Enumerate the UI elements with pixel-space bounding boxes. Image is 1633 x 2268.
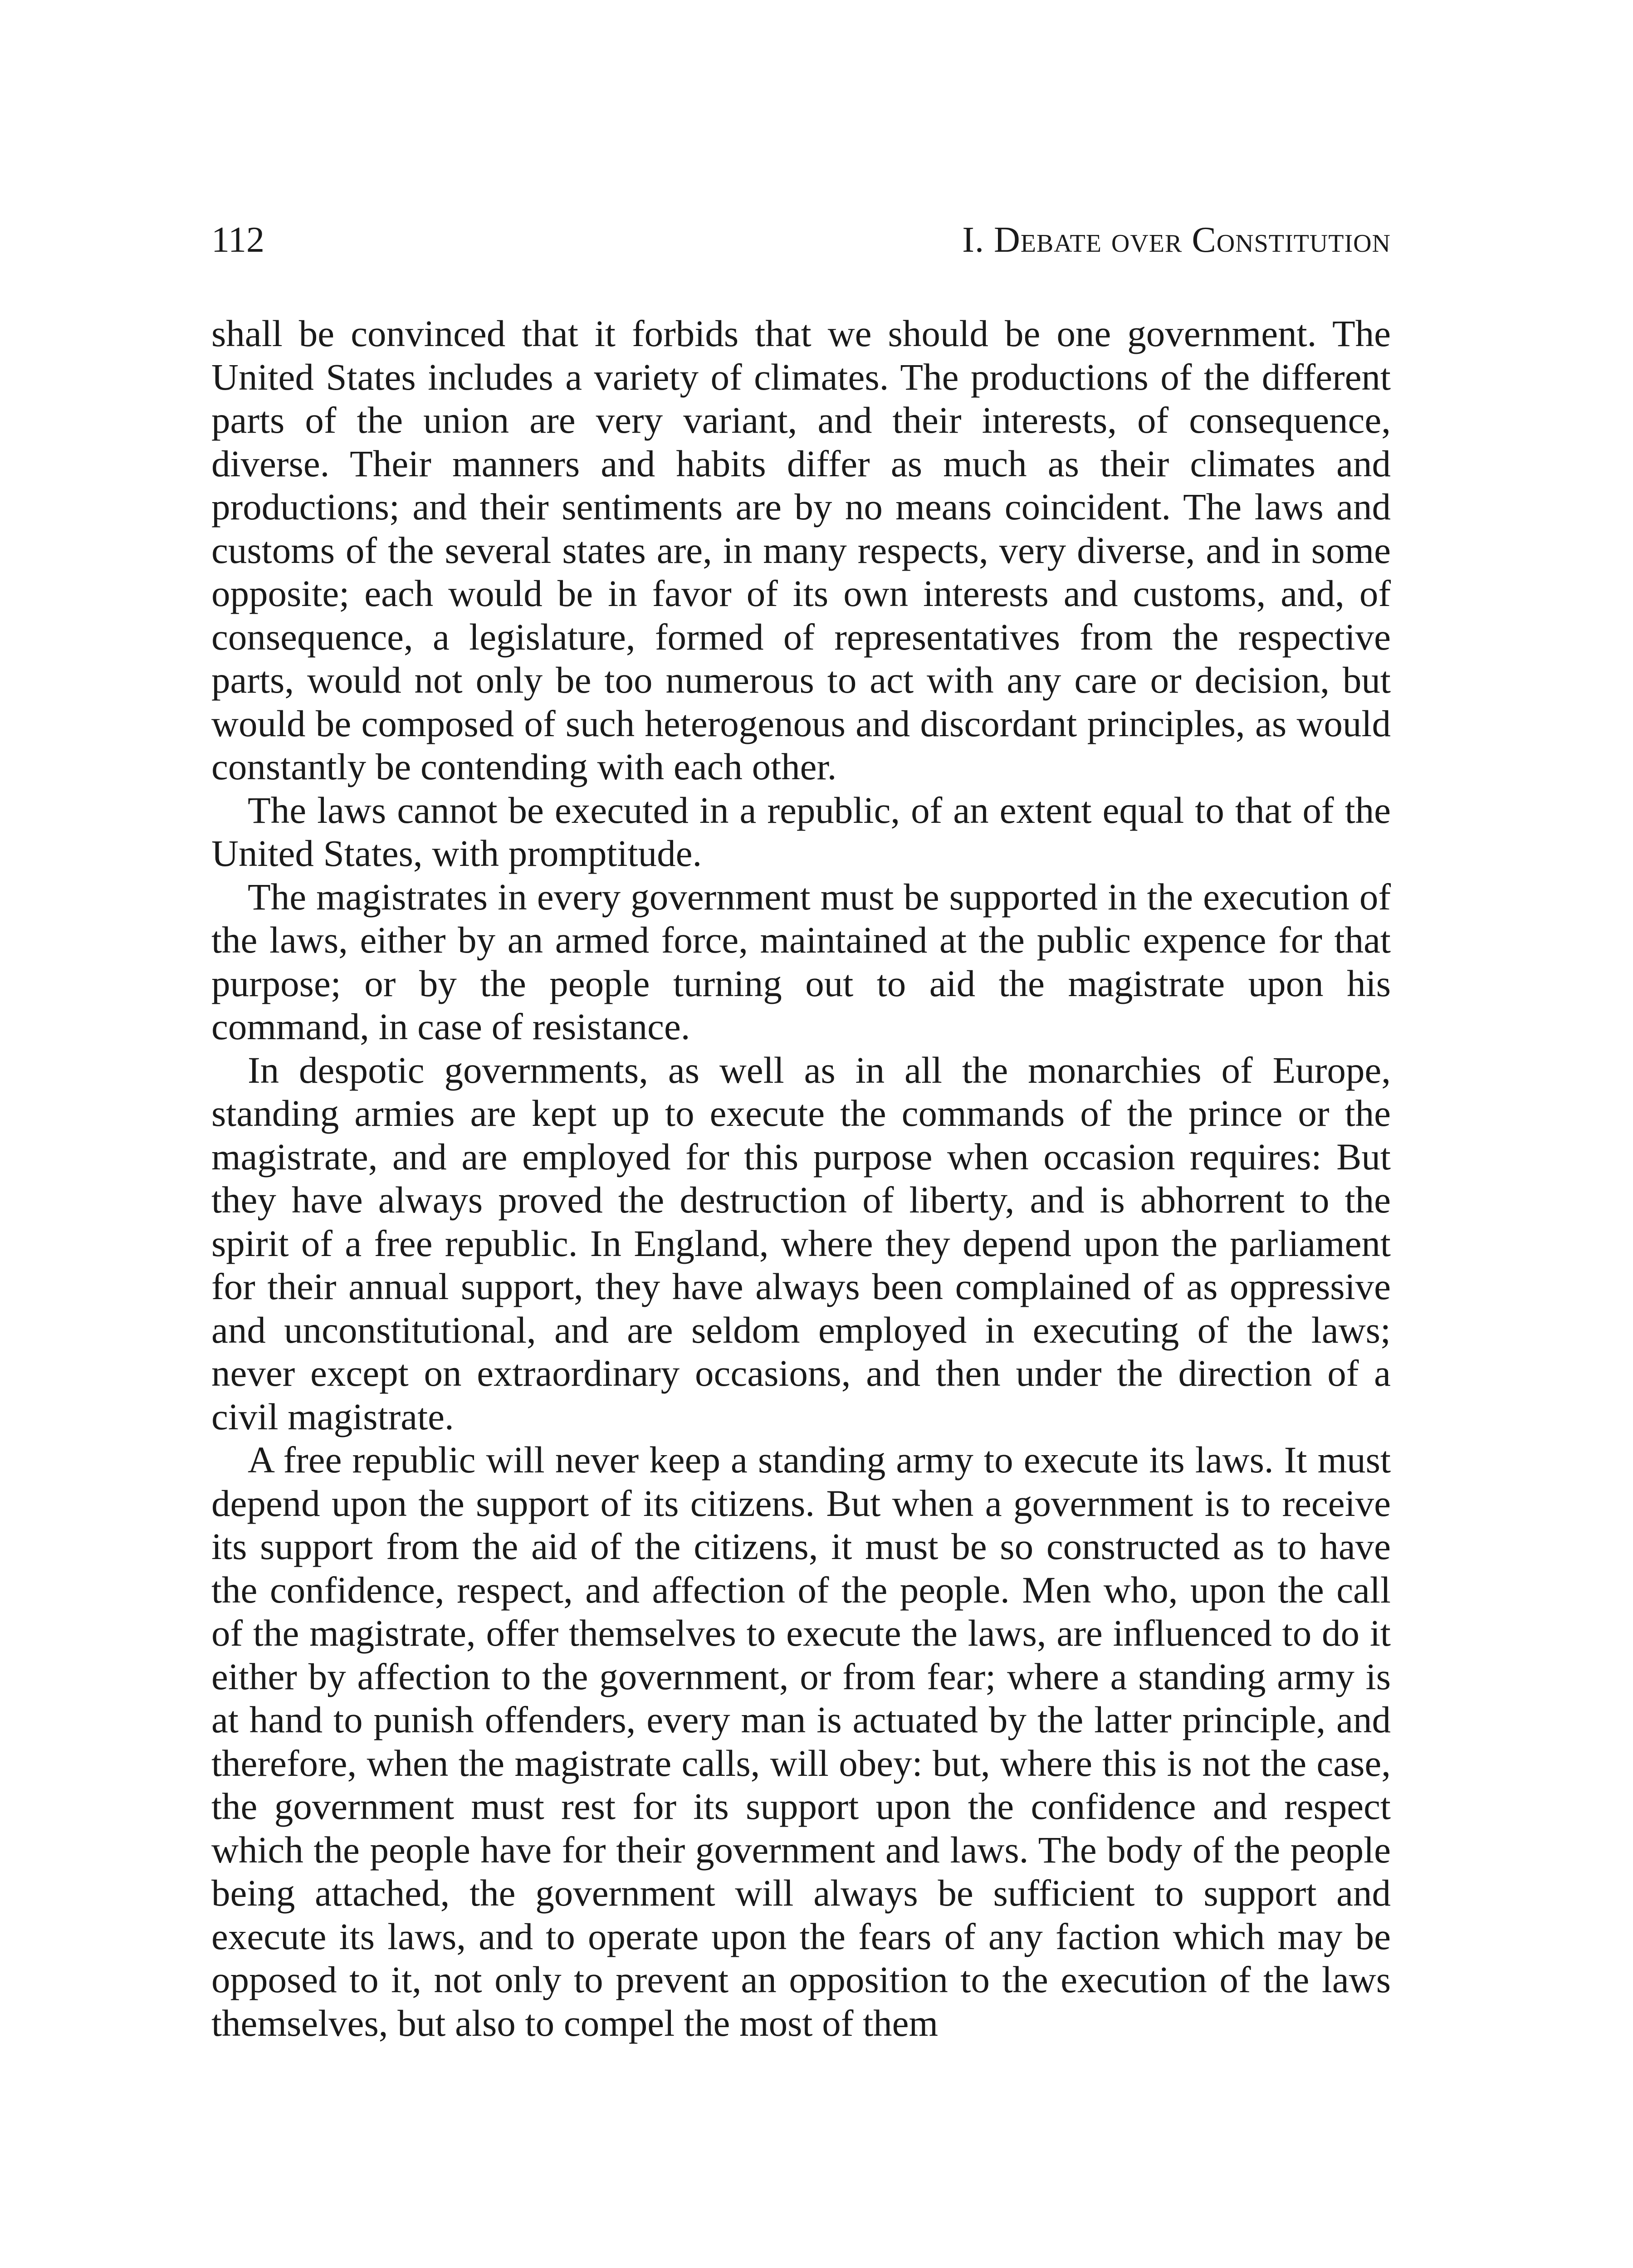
paragraph: A free republic will never keep a standing army to execute its laws. It must depend upon the support of its citizens. But when a government is to receive its support from the aid of the citizens, it must be so constructed as to have the confidence, respect, and affection of the people. Men who, upon the call of the magistrate, offer themselves to execute the laws, are influenced to do it either by affection to the government, or from fear; where a standing army is at hand to punish offenders, every man is actuated by the latter principle, and therefore, when the magistrate calls, will obey: but, where this is not the case, the government must rest for its support upon the confidence and respect which the people have for their government and laws. The body of the people being attached, the government will always be sufficient to support and execute its laws, and to operate upon the fears of any faction which may be opposed to it, not only to prevent an opposition to the execution of the laws themselves, but also to compel the most of them: [211, 1439, 1391, 2044]
running-title: I. Debate over Constitution: [962, 220, 1391, 260]
paragraph: The magistrates in every government must be supported in the execution of the laws, either by an armed force, maintained at the public expence for that purpose; or by the people turning out to aid the magistrate upon his command, in case of resistance.: [211, 875, 1391, 1047]
running-head: [211, 220, 1391, 260]
paragraph: In despotic governments, as well as in all the monarchies of Europe, standing armies are kept up to execute the commands of the prince or the magistrate, and are employed for this purpose when occasion requires: But they have always proved the destruction of liberty, and is abhorrent to the spirit of a free republic. In England, where they depend upon the parliament for their annual support, they have always been complained of as oppressive and unconstitutional, and are seldom employed in executing of the laws; never except on extraordinary occasions, and then under the direction of a civil magistrate.: [211, 1049, 1391, 1437]
paragraph: The laws cannot be executed in a republic, of an extent equal to that of the United States, with promptitude.: [211, 789, 1391, 874]
paragraph: shall be convinced that it forbids that we should be one government. The United States includes a variety of climates. The productions of the different parts of the union are very variant, and their interests, of consequence, diverse. Their manners and habits differ as much as their climates and productions; and their sentiments are by no means coincident. The laws and customs of the several states are, in many respects, very diverse, and in some opposite; each would be in favor of its own interests and customs, and, of consequence, a legislature, formed of representatives from the respective parts, would not only be too numerous to act with any care or decision, but would be composed of such heterogenous and discordant principles, as would constantly be contending with each other.: [211, 313, 1391, 787]
page-number: 112: [211, 220, 265, 260]
body-text: [211, 312, 1391, 2045]
